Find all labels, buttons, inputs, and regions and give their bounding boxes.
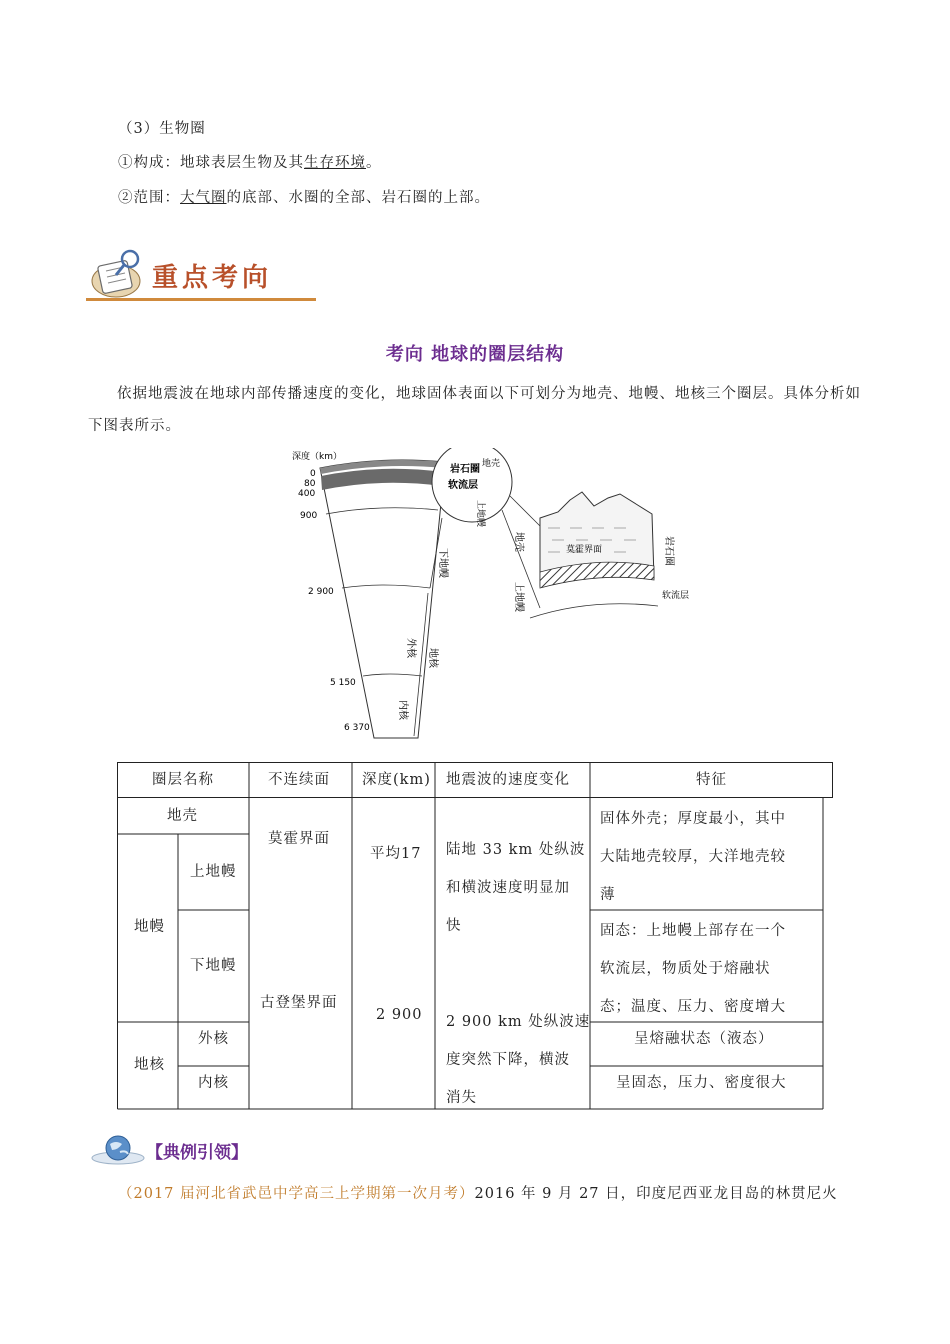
label-moho: 莫霍界面 [566, 545, 603, 555]
label-core: 地核 [427, 648, 438, 668]
depth-0: 0 [310, 469, 316, 479]
section-intro: 依据地震波在地球内部传播速度的变化，地球固体表面以下可划分为地壳、地幔、地核三个圈层。具体分析如下图表所示。 [88, 386, 861, 434]
td-upper-mantle: 上地幔 [190, 864, 237, 880]
feature-crust-line: 大陆地壳较厚，大洋地壳较 [600, 849, 786, 865]
example-source: （2017 届河北省武邑中学高三上学期第一次月考） [118, 1186, 475, 1202]
speed-moho-line: 和横波速度明显加 [446, 880, 570, 896]
globe-icon [88, 1132, 146, 1168]
bio-composition-underline: 生存环境 [304, 155, 366, 171]
feature-mantle-line: 态；温度、压力、密度增大 [600, 999, 786, 1015]
speed-gutenberg-line: 2 900 km 处纵波速 [446, 1014, 591, 1030]
label-asthenosphere: 软流层 [448, 480, 478, 491]
td-inner-core: 内核 [198, 1075, 229, 1091]
td-mantle: 地幔 [134, 919, 165, 935]
td-feature-inner-core: 呈固态，压力、密度很大 [616, 1075, 787, 1091]
td-moho: 莫霍界面 [268, 831, 330, 847]
depth-2900: 2 900 [308, 587, 334, 597]
th-depth: 深度(km) [362, 772, 431, 788]
td-feature-mantle [600, 912, 786, 1026]
label-asthenosphere-detail: 软流层 [662, 591, 690, 601]
td-speed-gutenberg [446, 1003, 590, 1117]
td-depth-moho: 平均17 [370, 846, 422, 862]
depth-900: 900 [300, 511, 318, 521]
speed-gutenberg-line: 度突然下降，横波 [446, 1052, 570, 1068]
example-line [118, 1182, 838, 1203]
label-outer-core: 外核 [405, 638, 416, 658]
label-upper-mantle-detail: 上地幔 [513, 582, 524, 612]
feature-crust-line: 薄 [600, 887, 616, 903]
bio-composition [118, 151, 382, 172]
depth-5150: 5 150 [330, 678, 356, 688]
bio-composition-suffix: 。 [366, 155, 382, 171]
th-speed: 地震波的速度变化 [446, 772, 570, 788]
feature-crust-line: 固体外壳；厚度最小，其中 [600, 811, 786, 827]
label-crust-detail: 地壳 [513, 532, 524, 552]
speed-gutenberg-line: 消失 [446, 1090, 477, 1106]
td-lower-mantle: 下地幔 [190, 958, 237, 974]
example-text: 2016 年 9 月 27 日，印度尼西亚龙目岛的林贯尼火 [474, 1186, 838, 1202]
depth-400: 400 [298, 489, 316, 499]
bio-range-suffix: 的底部、水圈的全部、岩石圈的上部。 [226, 190, 490, 206]
th-feature: 特征 [696, 772, 727, 788]
td-crust: 地壳 [167, 808, 198, 824]
speed-moho-line: 快 [446, 918, 462, 934]
bio-range-underline: 大气圈 [180, 190, 227, 206]
bio-range-prefix: ②范围： [118, 190, 180, 206]
banner-underline [86, 298, 316, 301]
td-feature-crust [600, 800, 786, 914]
feature-mantle-line: 固态：上地幔上部存在一个 [600, 923, 786, 939]
label-lower-mantle: 下地幔 [437, 548, 448, 578]
section-title: 考向 地球的圈层结构 [385, 344, 565, 365]
td-outer-core: 外核 [198, 1031, 229, 1047]
td-gutenberg: 古登堡界面 [260, 995, 338, 1011]
earth-structure-diagram [290, 448, 710, 740]
label-inner-core: 内核 [397, 700, 408, 720]
banner-title: 重点考向 [152, 263, 273, 293]
label-lithosphere: 岩石圈 [450, 464, 480, 475]
speed-moho-line: 陆地 33 km 处纵波 [446, 842, 586, 858]
td-feature-outer-core: 呈熔融状态（液态） [634, 1031, 774, 1047]
td-core: 地核 [134, 1057, 165, 1073]
feature-mantle-line: 软流层，物质处于熔融状 [600, 961, 771, 977]
td-speed-moho [446, 831, 585, 945]
depth-axis-label: 深度（km） [292, 452, 342, 462]
bio-range [118, 186, 490, 207]
th-discontinuity: 不连续面 [268, 772, 330, 788]
depth-6370: 6 370 [344, 723, 370, 733]
label-lithosphere-detail: 岩石圈 [663, 536, 674, 566]
label-crust-zoom: 地壳 [482, 459, 501, 469]
bio-heading: （3）生物圈 [118, 121, 206, 137]
label-upper-mantle-zoom: 上地幔 [475, 500, 485, 528]
td-depth-gutenberg: 2 900 [376, 1007, 423, 1023]
th-layer-name: 圈层名称 [152, 772, 214, 788]
depth-80: 80 [304, 479, 316, 489]
example-heading: 【典例引领】 [146, 1143, 248, 1163]
bio-composition-prefix: ①构成：地球表层生物及其 [118, 155, 304, 171]
